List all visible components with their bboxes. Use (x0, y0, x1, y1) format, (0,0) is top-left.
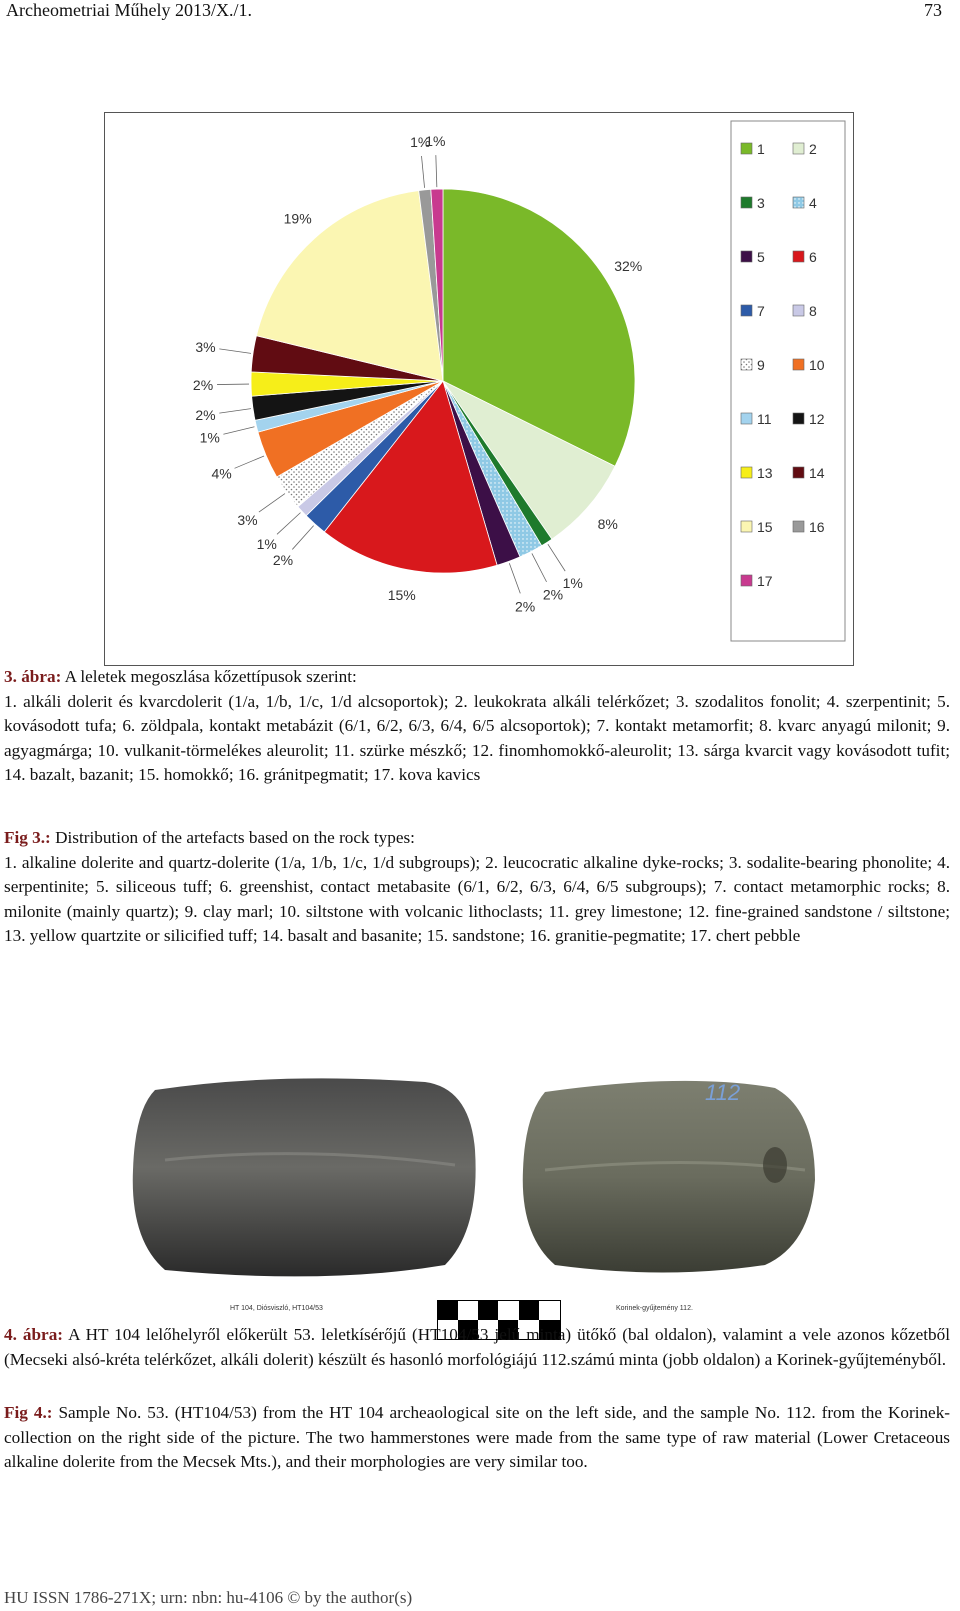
leader-line-9 (259, 494, 285, 513)
pie-label-16: 1% (410, 134, 431, 151)
leader-line-10 (235, 456, 265, 468)
legend-label-14: 14 (809, 465, 825, 481)
fig4-hu-label: 4. ábra: (4, 1325, 64, 1344)
legend-label-8: 8 (809, 303, 817, 319)
legend-swatch-13 (741, 467, 752, 478)
legend-swatch-17 (741, 575, 752, 586)
legend-label-6: 6 (809, 249, 817, 265)
journal-header: Archeometriai Műhely 2013/X./1. (6, 0, 252, 20)
legend-swatch-14 (793, 467, 804, 478)
legend-swatch-7 (741, 305, 752, 316)
legend-label-3: 3 (757, 195, 765, 211)
pie-label-7: 2% (272, 551, 294, 568)
leader-line-8 (277, 513, 301, 535)
pie-chart-frame (104, 112, 854, 666)
legend-swatch-12 (793, 413, 804, 424)
pie-label-8: 1% (256, 535, 277, 552)
legend-swatch-3 (741, 197, 752, 208)
legend-swatch-8 (793, 305, 804, 316)
leader-line-12 (219, 409, 251, 414)
legend-label-10: 10 (809, 357, 825, 373)
leader-line-5 (509, 563, 520, 593)
leader-line-3 (548, 544, 565, 571)
fig3-caption-en (4, 826, 950, 949)
legend-label-9: 9 (757, 357, 765, 373)
legend-swatch-6 (793, 251, 804, 262)
legend-label-17: 17 (757, 573, 773, 589)
legend-label-13: 13 (757, 465, 773, 481)
fig4-caption-en (4, 1401, 950, 1475)
legend-label-16: 16 (809, 519, 825, 535)
sample-number-112: 112 (705, 1080, 741, 1105)
legend-label-1: 1 (757, 141, 765, 157)
leader-line-13 (217, 384, 249, 385)
fig3-hu-title: A leletek megoszlása kőzettípusok szerint: (61, 667, 357, 686)
legend-swatch-5 (741, 251, 752, 262)
leader-line-16 (422, 156, 425, 188)
legend-swatch-2 (793, 143, 804, 154)
pie-label-9: 3% (237, 512, 258, 529)
leader-line-7 (292, 526, 313, 550)
legend-swatch-4 (793, 197, 804, 208)
leader-line-4 (532, 553, 547, 581)
fig4-en-label: Fig 4.: (4, 1403, 53, 1422)
pie-label-10: 4% (211, 465, 232, 482)
right-photo-label: Korinek-gyűjtemény 112. (616, 1305, 693, 1312)
legend-label-12: 12 (809, 411, 825, 427)
pie-label-3: 1% (562, 574, 583, 591)
pie-label-2: 8% (597, 515, 618, 532)
pie-chart (105, 113, 855, 667)
fig3-hu-text: 1. alkáli dolerit és kvarcdolerit (1/a, 1/b, 1/c, 1/d alcsoportok); 2. leukokrata alkáli telérkőzet; 3. szodalitos fonolit; 4. szerpentinit; 5. kovásodott tufa; 6. zöldpala, kontakt metabázit (6/1, 6/2, 6/3, 6/4, 6/5 alcsoportok); 7. kontakt metamorfit; 8. kvarc anyagú milonit; 9. agyagmárga; 10. vulkanit-törmelékes aleurolit; 11. szürke mészkő; 12. finomhomokkő-aleurolit; 13. sárga kvarcit vagy kovásodott tufit; 14. bazalt, bazanit; 15. homokkő; 16. gránitpegmatit; 17. kova kavics (4, 691, 950, 784)
legend-label-11: 11 (757, 411, 772, 427)
fig4-caption-hu (4, 1323, 950, 1372)
legend-swatch-10 (793, 359, 804, 370)
legend-swatch-15 (741, 521, 752, 532)
legend-label-4: 4 (809, 195, 817, 211)
fig4-en-text: Sample No. 53. (HT104/53) from the HT 104 archeaological site on the left side, and the sample No. 112. from the Korinek-collection on the right side of the picture. The two hammerstones were made from the same type of raw material (Lower Cretaceous alkaline dolerite from the Mecsek Mts.), and their morphologies are very similar too. (4, 1403, 951, 1471)
footer-issn: HU ISSN 1786-271X; urn: nbn: hu-4106 © by the author(s) (4, 1588, 413, 1607)
legend-label-5: 5 (757, 249, 765, 265)
left-photo-label: HT 104, Diósviszló, HT104/53 (230, 1305, 323, 1312)
pie-label-11: 1% (199, 429, 220, 446)
pie-label-6: 15% (387, 587, 416, 604)
pie-label-12: 2% (195, 407, 216, 424)
legend-swatch-16 (793, 521, 804, 532)
legend-label-2: 2 (809, 141, 817, 157)
fig3-en-text: 1. alkaline dolerite and quartz-dolerite (1/a, 1/b, 1/c, 1/d subgroups); 2. leucocratic alkaline dyke-rocks; 3. sodalite-bearing phonolite; 4. serpentinite; 5. siliceous tuff; 6. greenshist, contact metabasite (6/1, 6/2, 6/3, 6/4, 6/5 subgroups); 7. contact metamorphic rocks; 8. milonite (mainly quartz); 9. clay marl; 10. siltstone with volcanic lithoclasts; 11. grey limestone; 12. fine-grained sandstone / siltstone; 13. yellow quartzite or silicified tuff; 14. basalt and basanite; 15. sandstone; 16. granitie-pegmatite; 17. chert pebble (4, 852, 950, 945)
fig3-en-label: Fig 3.: (4, 828, 51, 847)
pie-label-4: 2% (542, 586, 564, 603)
pie-label-14: 3% (195, 338, 216, 355)
legend-label-7: 7 (757, 303, 765, 319)
fig3-hu-label: 3. ábra: (4, 667, 62, 686)
leader-line-14 (219, 349, 251, 354)
left-hammerstone (133, 1078, 476, 1276)
legend-label-15: 15 (757, 519, 773, 535)
pie-label-15: 19% (283, 210, 312, 227)
leader-line-11 (223, 427, 254, 435)
page-number: 73 (924, 0, 942, 20)
pie-label-1: 32% (614, 258, 643, 275)
legend-swatch-1 (741, 143, 752, 154)
pie-label-17: 1% (425, 133, 446, 150)
legend-swatch-11 (741, 413, 752, 424)
hammerstones-image (125, 1070, 845, 1300)
legend-swatch-9 (741, 359, 752, 370)
fig3-caption-hu (4, 665, 950, 788)
pie-label-13: 2% (192, 376, 214, 393)
fig3-en-title: Distribution of the artefacts based on the rock types: (50, 828, 415, 847)
pie-label-5: 2% (514, 598, 536, 615)
leader-line-17 (436, 155, 437, 187)
fig4-hu-text: A HT 104 lelőhelyről előkerült 53. leletkísérőjű (HT104/53 jelű minta) ütőkő (bal oldalon), valamint a vele azonos kőzetből (Mecseki alsó-kréta telérkőzet, alkáli dolerit) készült és hasonló morfológiájú 112.számú minta (jobb oldalon) a Korinek-gyűjteményből. (4, 1325, 950, 1369)
